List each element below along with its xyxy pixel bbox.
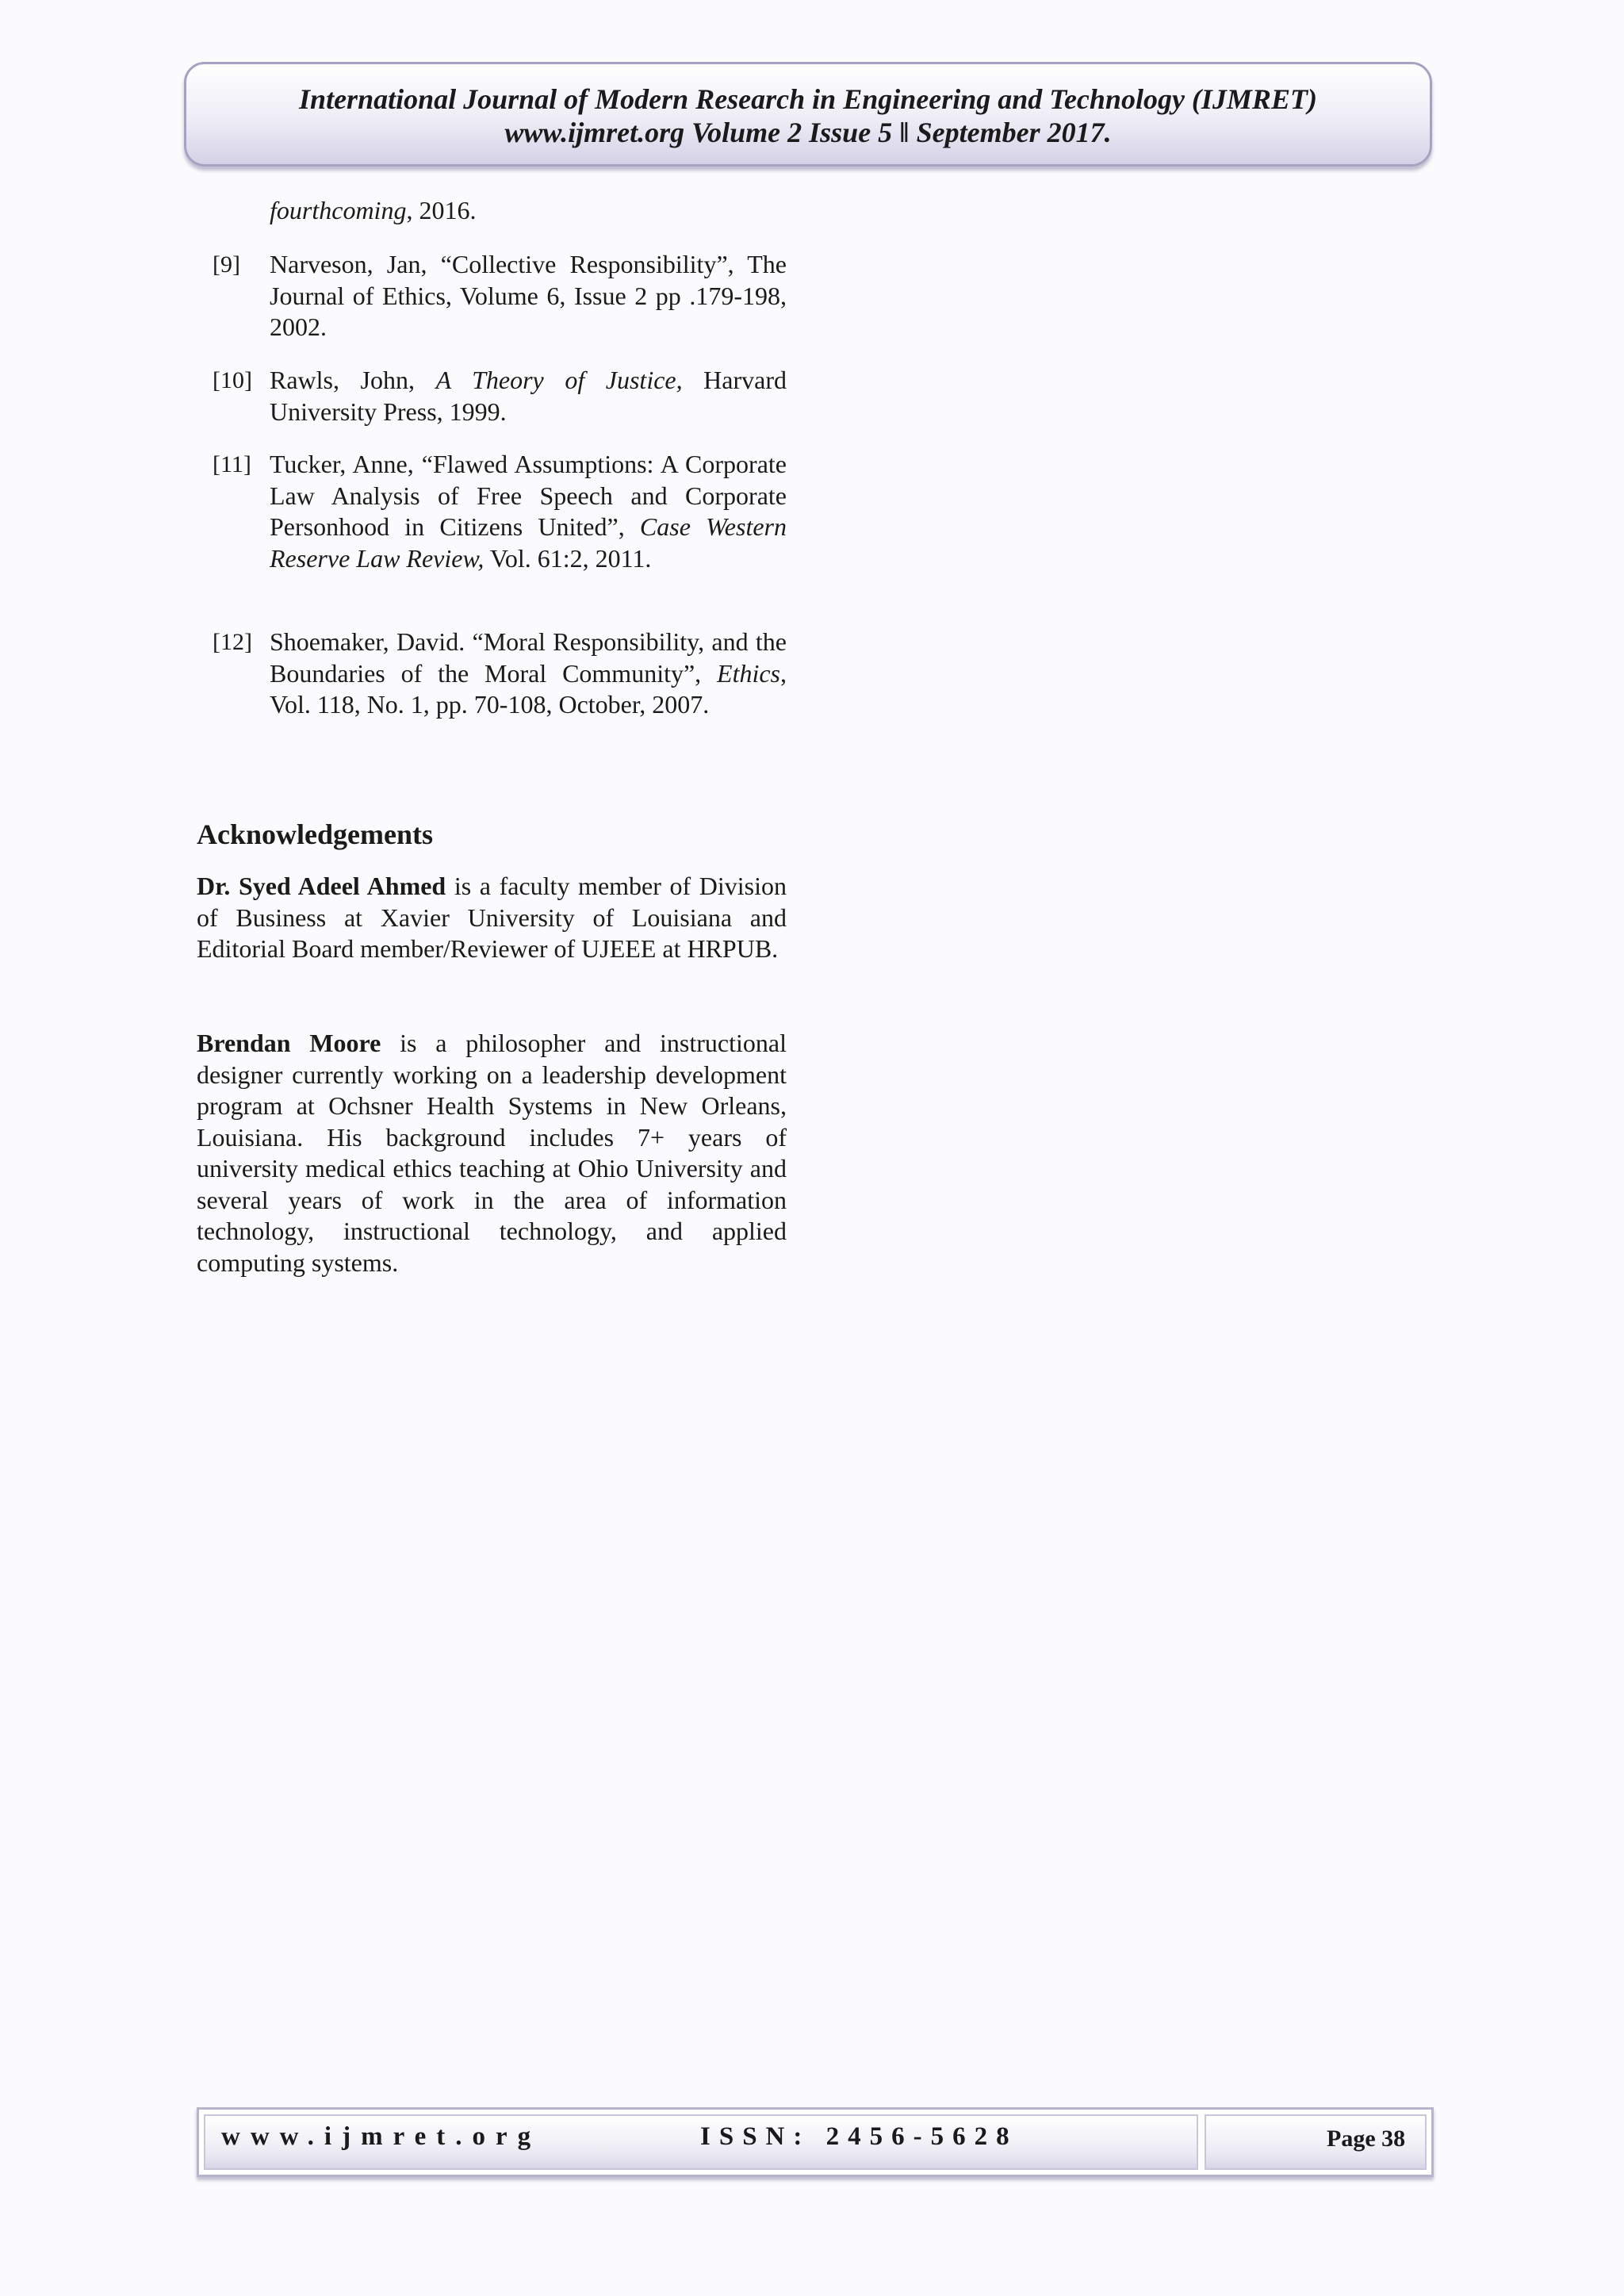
reference-text: Narveson, Jan, “Collective Responsibility”, The Journal of Ethics, Volume 6, Issue 2 pp .179-198, 2002. (270, 250, 787, 341)
reference-text-pre: Shoemaker, David. “Moral Responsibility, and the Boundaries of the Moral Community”, (270, 627, 787, 688)
footer-website: www.ijmret.org (221, 2122, 542, 2151)
journal-title: International Journal of Modern Research in Engineering and Technology (IJMRET) (299, 83, 1317, 115)
reference-item (197, 627, 787, 721)
reference-text-pre: Rawls, John, (270, 366, 436, 394)
reference-text-post: , Vol. 118, No. 1, pp. 70-108, October, 2007. (270, 658, 787, 719)
author-name: Dr. Syed Adeel Ahmed (197, 872, 446, 900)
reference-continuation (197, 195, 787, 227)
reference-text-italic: Ethics (717, 658, 780, 688)
reference-text-post: Vol. 61:2, 2011. (484, 543, 652, 573)
reference-text-italic: A Theory of Justice, (435, 366, 683, 394)
author-bio: is a faculty member of Division of Business at Xavier University of Louisiana and Editorial Board member/Reviewer of UJEEE at HRPUB. (197, 872, 787, 963)
journal-issue-line: www.ijmret.org Volume 2 Issue 5 ǁ September 2017. (504, 117, 1112, 148)
reference-text-post: Harvard University Press, 1999. (270, 366, 787, 426)
reference-item (197, 249, 787, 343)
reference-item (197, 365, 787, 427)
footer-issn: ISSN: 2456-5628 (700, 2122, 1018, 2151)
page-footer (197, 2107, 1434, 2177)
acknowledgement-paragraph (197, 871, 787, 965)
author-name: Brendan Moore (197, 1029, 381, 1057)
reference-continuation-rest: , 2016. (406, 196, 477, 224)
reference-number: [9] (213, 251, 240, 278)
journal-header (184, 62, 1432, 167)
acknowledgements-heading: Acknowledgements (197, 818, 433, 850)
reference-number: [12] (213, 629, 252, 655)
reference-number: [10] (213, 367, 252, 393)
page-number: Page 38 (1327, 2125, 1406, 2152)
author-bio: is a philosopher and instructional designer currently working on a leadership development program at Ochsner Health Systems in New Orleans, Louisiana. His background includes 7+ years of university medical ethics teaching at Ohio University and several years of work in the area of information technology, instructional technology, and applied computing systems. (197, 1029, 787, 1277)
reference-continuation-italic: fourthcoming (270, 196, 407, 224)
reference-number: [11] (213, 451, 251, 477)
reference-text-italic: Case Western Reserve Law Review, (270, 512, 787, 573)
acknowledgement-paragraph (197, 1028, 787, 1278)
reference-item (197, 449, 787, 574)
reference-text-pre: Tucker, Anne, “Flawed Assumptions: A Corporate Law Analysis of Free Speech and Corporate Personhood in Citizens United”, (270, 450, 787, 541)
